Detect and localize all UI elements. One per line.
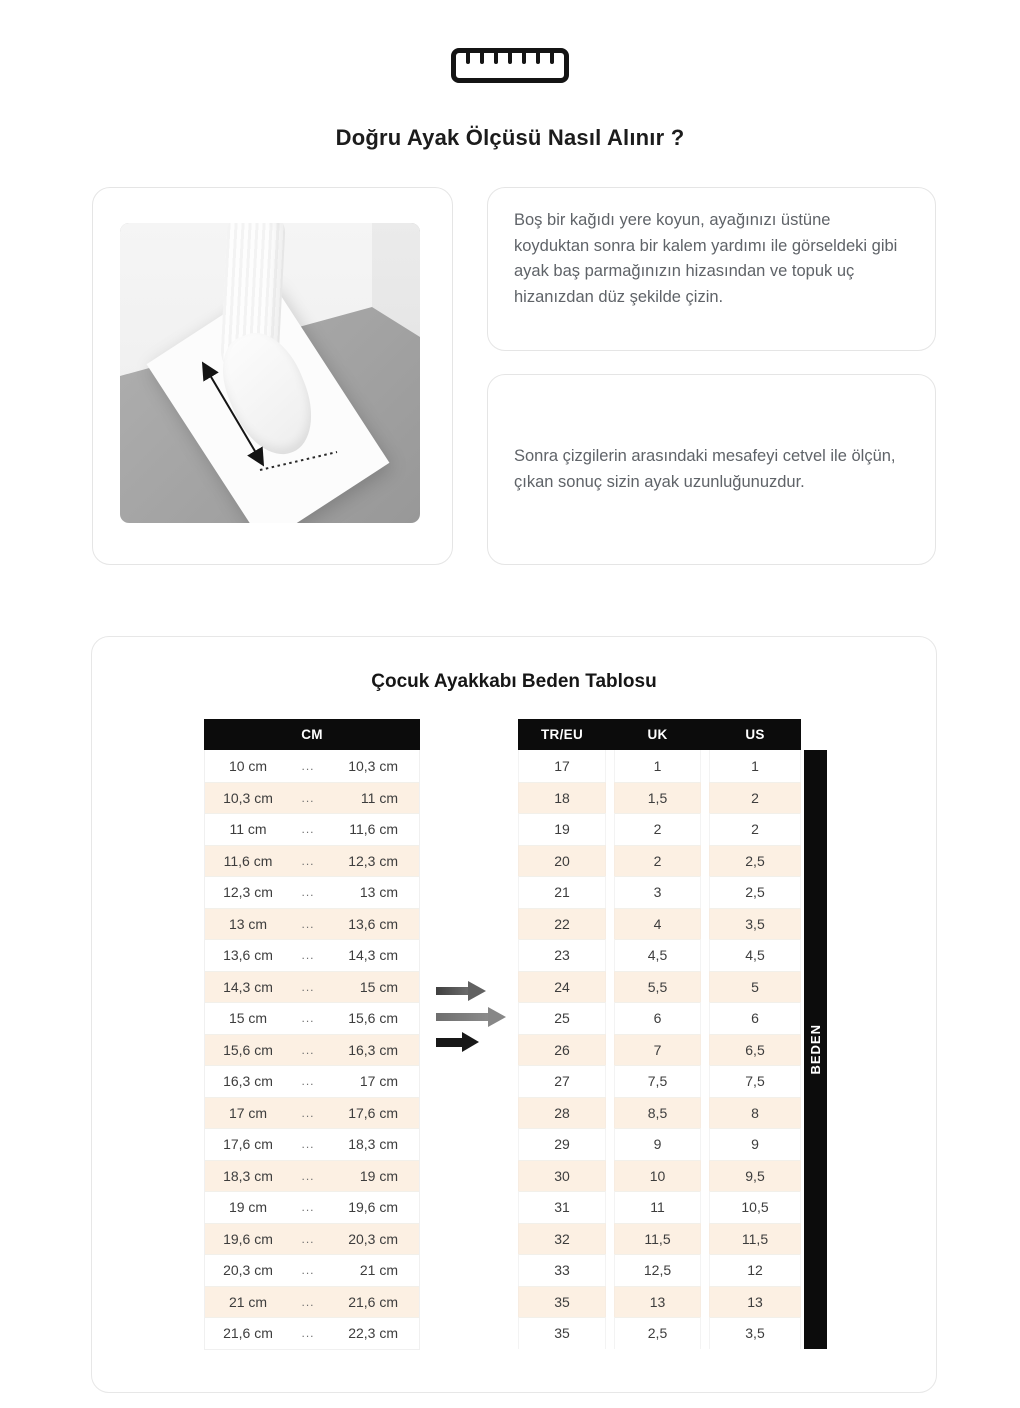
size-uk: 12,5 (614, 1254, 701, 1286)
ruler-tick (480, 53, 484, 64)
size-us: 2 (709, 782, 801, 814)
cm-table-row (205, 782, 419, 814)
size-us: 2,5 (709, 845, 801, 877)
range-dots: ... (301, 1042, 315, 1057)
cm-table-row (205, 1128, 419, 1160)
step-1-card (487, 187, 936, 351)
range-dots: ... (301, 885, 315, 900)
size-table-row (518, 971, 801, 1003)
size-us: 4,5 (709, 939, 801, 971)
range-dots: ... (301, 1137, 315, 1152)
cm-max: 14,3 cm (348, 947, 398, 964)
size-tr-eu: 35 (518, 1317, 606, 1349)
ruler-tick (522, 53, 526, 64)
size-tr-eu: 35 (518, 1286, 606, 1318)
cm-table-row (205, 845, 419, 877)
cm-table-row (205, 1223, 419, 1255)
size-uk: 6 (614, 1002, 701, 1034)
size-table-row (518, 1317, 801, 1349)
size-table-row (518, 1286, 801, 1318)
cm-min: 19 cm (228, 1199, 268, 1216)
cm-min: 21 cm (228, 1293, 268, 1310)
intl-size-table-body (518, 750, 801, 1349)
cm-min: 17 cm (228, 1104, 268, 1121)
cm-table (204, 719, 420, 1350)
cm-table-row (205, 1002, 419, 1034)
size-table-row (518, 750, 801, 782)
cm-min: 14,3 cm (223, 978, 273, 995)
size-table-row (518, 939, 801, 971)
cm-min: 10,3 cm (223, 789, 273, 806)
range-dots: ... (301, 1105, 315, 1120)
measurement-arrow-icon (120, 223, 420, 523)
size-table-row (518, 1128, 801, 1160)
size-uk: 9 (614, 1128, 701, 1160)
size-uk: 2 (614, 813, 701, 845)
cm-table-row (205, 971, 419, 1003)
range-dots: ... (301, 1326, 315, 1341)
size-tr-eu: 25 (518, 1002, 606, 1034)
cm-max: 13,6 cm (348, 915, 398, 932)
size-table-row (518, 1191, 801, 1223)
size-uk: 8,5 (614, 1097, 701, 1129)
ruler-tick (536, 53, 540, 64)
step-2-card (487, 374, 936, 565)
range-dots: ... (301, 916, 315, 931)
step-1-text: Boş bir kağıdı yere koyun, ayağınızı üstüne koyduktan sonra bir kalem yardımı ile görseldeki gibi ayak baş parmağınızın hizasından ve topuk uç hizanızdan düz şekilde çizin. (514, 211, 898, 306)
size-tr-eu: 32 (518, 1223, 606, 1255)
cm-max: 20,3 cm (348, 1230, 398, 1247)
cm-max: 13 cm (359, 884, 398, 901)
size-us: 2 (709, 813, 801, 845)
size-us: 8 (709, 1097, 801, 1129)
size-us: 9,5 (709, 1160, 801, 1192)
foot-measurement-photo (120, 223, 420, 523)
cm-min: 11 cm (229, 821, 267, 838)
step-2-text: Sonra çizgilerin arasındaki mesafeyi cetvel ile ölçün, çıkan sonuç sizin ayak uzunluğunuzdur. (514, 447, 896, 491)
size-tr-eu: 26 (518, 1034, 606, 1066)
range-dots: ... (301, 853, 315, 868)
size-tr-eu: 17 (518, 750, 606, 782)
cm-table-body (204, 750, 420, 1350)
size-uk: 2,5 (614, 1317, 701, 1349)
ruler-tick (550, 53, 554, 64)
cm-max: 18,3 cm (348, 1136, 398, 1153)
size-tr-eu: 30 (518, 1160, 606, 1192)
size-table-row (518, 876, 801, 908)
size-us: 3,5 (709, 908, 801, 940)
size-us: 11,5 (709, 1223, 801, 1255)
size-uk: 5,5 (614, 971, 701, 1003)
size-tr-eu: 23 (518, 939, 606, 971)
foot-photo-card (92, 187, 453, 565)
size-tr-eu: 29 (518, 1128, 606, 1160)
cm-max: 15,6 cm (348, 1010, 398, 1027)
size-tr-eu: 21 (518, 876, 606, 908)
page-title: Doğru Ayak Ölçüsü Nasıl Alınır ? (335, 125, 685, 150)
beden-label-text: BEDEN (808, 1024, 823, 1075)
size-uk: 3 (614, 876, 701, 908)
size-table-row (518, 1254, 801, 1286)
size-us: 13 (709, 1286, 801, 1318)
size-tr-eu: 27 (518, 1065, 606, 1097)
cm-min: 10 cm (228, 757, 268, 774)
cm-table-row (205, 939, 419, 971)
arrow-right-icon (436, 1007, 506, 1027)
size-table-row (518, 1160, 801, 1192)
cm-max: 21 cm (359, 1262, 398, 1279)
range-dots: ... (301, 1074, 315, 1089)
range-dots: ... (301, 1231, 315, 1246)
size-us: 9 (709, 1128, 801, 1160)
cm-max: 12,3 cm (348, 852, 398, 869)
size-table-row (518, 1097, 801, 1129)
cm-max: 19 cm (359, 1167, 398, 1184)
arrow-right-icon (436, 1032, 479, 1052)
intl-size-table-header (518, 719, 801, 750)
size-uk: 1,5 (614, 782, 701, 814)
range-dots: ... (301, 1200, 315, 1215)
size-us: 1 (709, 750, 801, 782)
size-table-row (518, 845, 801, 877)
size-us: 2,5 (709, 876, 801, 908)
cm-min: 13 cm (228, 915, 268, 932)
size-table-row (518, 1002, 801, 1034)
instruction-cards (487, 187, 936, 565)
cm-min: 13,6 cm (223, 947, 273, 964)
cm-min: 17,6 cm (223, 1136, 273, 1153)
range-dots: ... (301, 1011, 315, 1026)
size-table-row (518, 908, 801, 940)
size-uk: 4,5 (614, 939, 701, 971)
col-header-tr-eu: TR/EU (541, 727, 583, 742)
how-to-section (92, 187, 1020, 565)
size-tr-eu: 19 (518, 813, 606, 845)
cm-max: 19,6 cm (348, 1199, 398, 1216)
ruler-tick (494, 53, 498, 64)
cm-max: 11,6 cm (349, 821, 398, 838)
range-dots: ... (301, 1263, 315, 1278)
cm-max: 11 cm (360, 789, 398, 806)
cm-table-row (205, 1160, 419, 1192)
cm-max: 16,3 cm (348, 1041, 398, 1058)
range-dots: ... (301, 1294, 315, 1309)
cm-min: 12,3 cm (223, 884, 273, 901)
cm-table-row (205, 1097, 419, 1129)
size-us: 5 (709, 971, 801, 1003)
cm-table-row (205, 1254, 419, 1286)
size-table-row (518, 1034, 801, 1066)
cm-max: 10,3 cm (348, 757, 398, 774)
cm-min: 16,3 cm (223, 1073, 273, 1090)
size-us: 6,5 (709, 1034, 801, 1066)
mapping-arrows-icon (436, 977, 520, 1049)
cm-table-row (205, 1065, 419, 1097)
cm-table-row (205, 1286, 419, 1318)
cm-min: 21,6 cm (223, 1325, 273, 1342)
beden-side-label (804, 750, 827, 1349)
cm-min: 15 cm (228, 1010, 268, 1027)
size-tr-eu: 28 (518, 1097, 606, 1129)
ruler-tick (508, 53, 512, 64)
cm-table-row (205, 876, 419, 908)
col-header-uk: UK (647, 727, 668, 742)
range-dots: ... (301, 948, 315, 963)
size-uk: 13 (614, 1286, 701, 1318)
range-dots: ... (301, 1168, 315, 1183)
size-tr-eu: 20 (518, 845, 606, 877)
cm-min: 18,3 cm (223, 1167, 273, 1184)
cm-table-header: CM (204, 719, 420, 750)
size-uk: 2 (614, 845, 701, 877)
size-uk: 10 (614, 1160, 701, 1192)
cm-min: 11,6 cm (223, 852, 273, 869)
col-header-us: US (745, 727, 765, 742)
size-tr-eu: 31 (518, 1191, 606, 1223)
size-uk: 7 (614, 1034, 701, 1066)
cm-table-row (205, 908, 419, 940)
size-us: 3,5 (709, 1317, 801, 1349)
intl-size-table (518, 719, 801, 1349)
cm-table-row (205, 1034, 419, 1066)
size-tr-eu: 18 (518, 782, 606, 814)
size-us: 12 (709, 1254, 801, 1286)
table-title: Çocuk Ayakkabı Beden Tablosu (371, 671, 657, 692)
cm-max: 17 cm (359, 1073, 398, 1090)
size-uk: 7,5 (614, 1065, 701, 1097)
range-dots: ... (301, 790, 315, 805)
cm-table-row (205, 1317, 419, 1349)
cm-table-row (205, 813, 419, 845)
range-dots: ... (301, 758, 315, 773)
size-us: 7,5 (709, 1065, 801, 1097)
cm-max: 15 cm (359, 978, 398, 995)
range-dots: ... (301, 822, 315, 837)
cm-table-row (205, 1191, 419, 1223)
size-tr-eu: 33 (518, 1254, 606, 1286)
range-dots: ... (301, 979, 315, 994)
cm-min: 15,6 cm (223, 1041, 273, 1058)
cm-max: 22,3 cm (348, 1325, 398, 1342)
cm-min: 19,6 cm (223, 1230, 273, 1247)
cm-table-row (205, 750, 419, 782)
size-uk: 1 (614, 750, 701, 782)
size-table-row (518, 813, 801, 845)
size-us: 6 (709, 1002, 801, 1034)
cm-min: 20,3 cm (223, 1262, 273, 1279)
ruler-icon (451, 48, 569, 83)
size-us: 10,5 (709, 1191, 801, 1223)
size-table-row (518, 1223, 801, 1255)
size-table-row (518, 782, 801, 814)
cm-max: 21,6 cm (348, 1293, 398, 1310)
size-uk: 11 (614, 1191, 701, 1223)
size-table-card (91, 636, 937, 1393)
arrow-right-icon (436, 981, 486, 1001)
ruler-tick (466, 53, 470, 64)
size-table-row (518, 1065, 801, 1097)
size-uk: 11,5 (614, 1223, 701, 1255)
size-tr-eu: 22 (518, 908, 606, 940)
cm-max: 17,6 cm (348, 1104, 398, 1121)
size-uk: 4 (614, 908, 701, 940)
size-tr-eu: 24 (518, 971, 606, 1003)
